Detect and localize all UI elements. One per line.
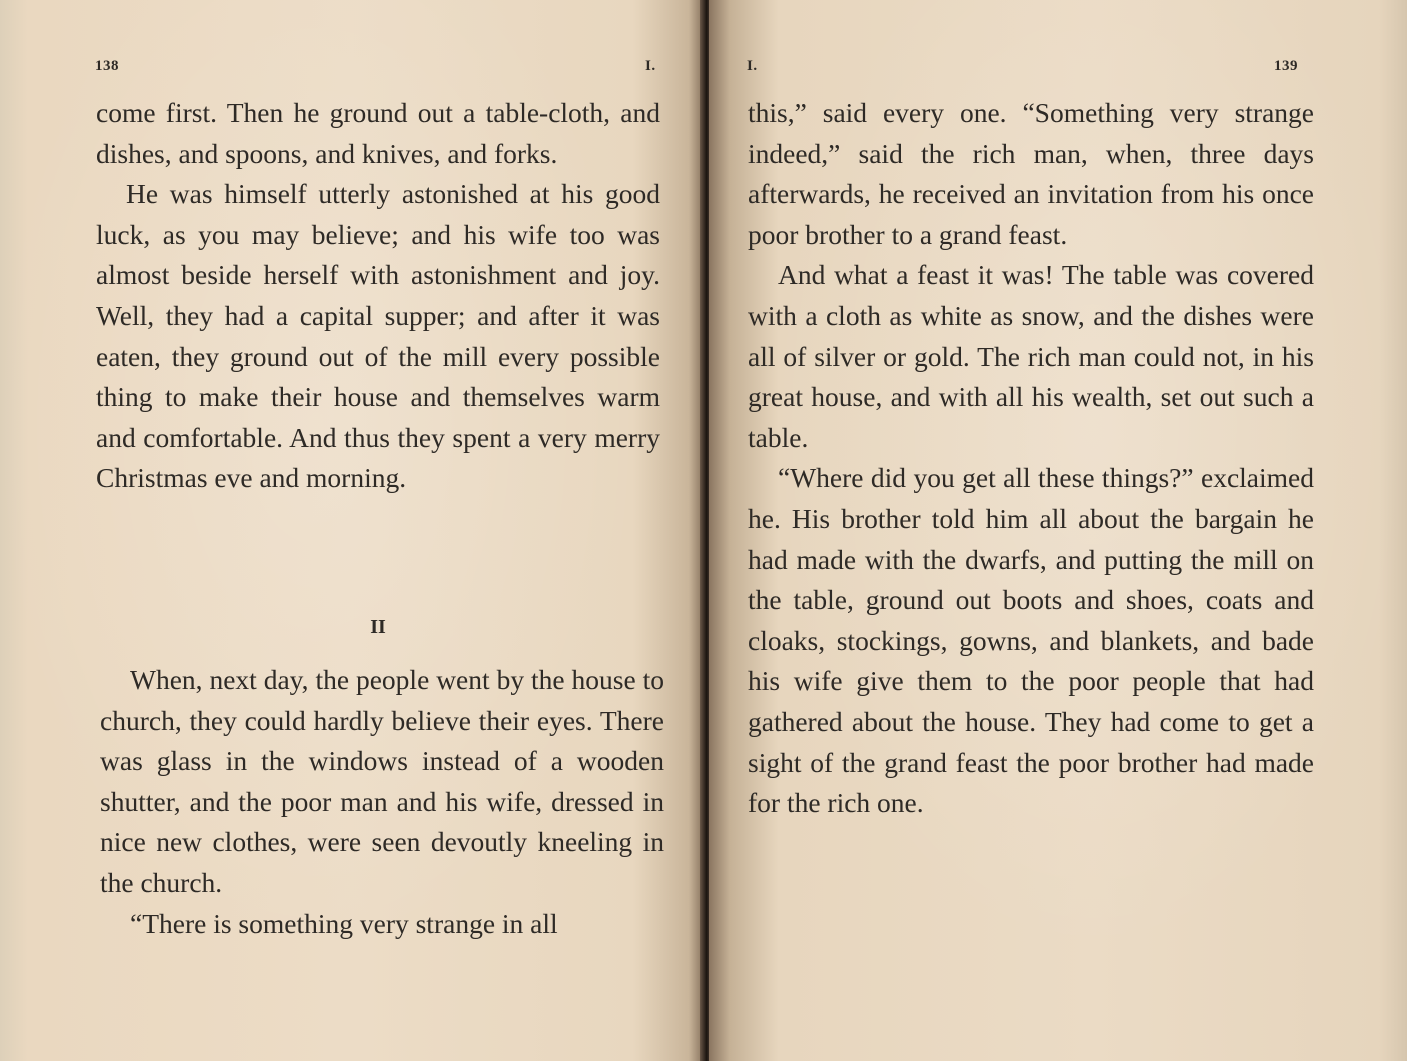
paragraph: “There is something very strange in all	[130, 907, 558, 939]
section-heading-block	[96, 607, 660, 648]
paragraph: He was himself utterly astonished at his good luck, as you may believe; and his wife too was almost beside herself with astonishment and joy. Well, they had a capital supper; and after it was eaten, they ground out of the mill every possible thing to make their house and themselves warm and comfortable. And thus they spent a very merry Christmas eve and morning.	[96, 178, 660, 494]
left-body-text	[96, 93, 660, 499]
running-head: I.	[747, 58, 758, 74]
paragraph: When, next day, the people went by the house to church, they could hardly believe their eyes. There was glass in the windows instead of a wooden shutter, and the poor man and his wife, dressed in nice new clothes, were seen devoutly kneeling in the church.	[100, 664, 664, 898]
paragraph: “Where did you get all these things?” exclaimed he. His brother told him all about the bargain he had made with the dwarfs, and putting the mill on the table, ground out boots and shoes, coats and cloaks, stockings, gowns, and blankets, and bade his wife give them to the poor people that had gathered about the house. They had come to get a sight of the grand feast the poor brother had made for the rich one.	[748, 462, 1314, 819]
right-body-text	[748, 93, 1314, 824]
page-number: 139	[1274, 58, 1298, 74]
left-page	[0, 0, 703, 1061]
right-page	[709, 0, 1407, 1061]
paragraph: come first. Then he ground out a table-cloth, and dishes, and spoons, and knives, and forks.	[96, 97, 660, 169]
running-head: I.	[645, 58, 656, 74]
left-section-text	[100, 660, 664, 944]
paragraph: And what a feast it was! The table was covered with a cloth as white as snow, and the dishes were all of silver or gold. The rich man could not, in his great house, and with all his wealth, set out such a table.	[748, 259, 1314, 453]
page-number: 138	[95, 58, 119, 74]
section-heading: II	[370, 616, 386, 638]
paragraph: this,” said every one. “Something very strange indeed,” said the rich man, when, three days afterwards, he received an invitation from his once poor brother to a grand feast.	[748, 97, 1314, 250]
